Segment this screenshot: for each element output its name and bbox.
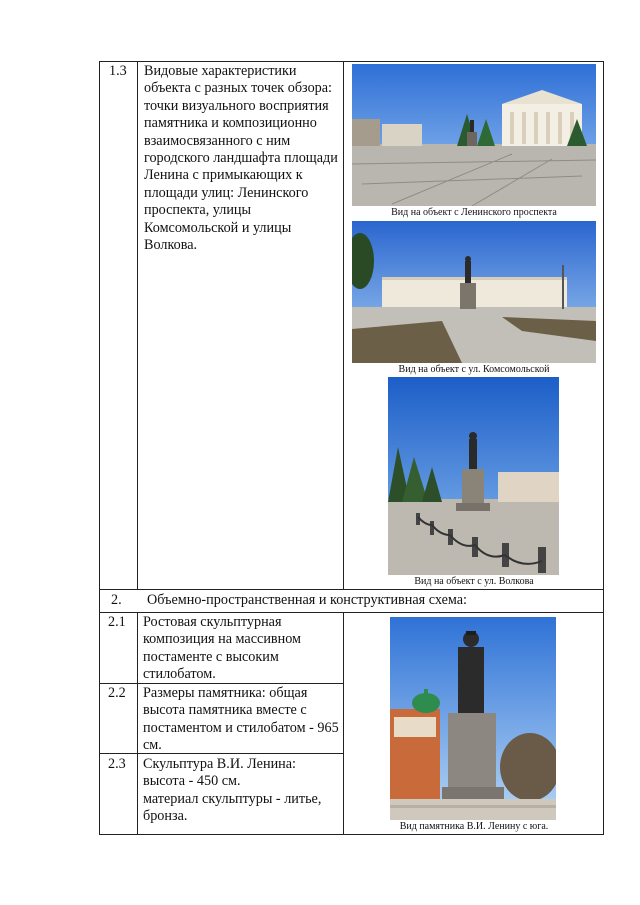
photo-leninsky-prospekt <box>352 64 596 206</box>
row-text-2: Объемно-пространственная и конструктивная схема: <box>147 592 467 608</box>
num-column-divider <box>137 61 138 589</box>
caption-leninsky-prospekt: Вид на объект с Ленинского проспекта <box>391 207 557 218</box>
row-text-1-3: Видовые характеристики объекта с разных точек обзора: точки визуального восприятия памятника и композиционно взаимосвязанного с ним городского ландшафта площади Ленина с примыкающих к площади улиц: Ленинского проспекта, улицы Комсомольской и улицы Волкова. <box>144 63 338 254</box>
caption-monument-south: Вид памятника В.И. Ленину с юга. <box>399 821 549 832</box>
row-number-2: 2. <box>111 592 122 608</box>
row-number-2-3: 2.3 <box>108 756 126 772</box>
photo-komsomolskaya <box>352 221 596 363</box>
row-separator-1 <box>99 589 604 590</box>
photo-monument-south <box>390 617 556 820</box>
table-bottom-border <box>99 834 604 835</box>
row-number-2-2: 2.2 <box>108 685 126 701</box>
caption-volkova: Вид на объект с ул. Волкова <box>414 576 534 587</box>
caption-komsomolskaya: Вид на объект с ул. Комсомольской <box>398 364 550 375</box>
table-top-border <box>99 61 604 62</box>
photo-column-divider <box>343 61 344 589</box>
table-right-border <box>603 61 604 835</box>
photo-column-divider-lower <box>343 612 344 835</box>
row-text-2-2: Размеры памятника: общая высота памятника вместе с постаментом и стилобатом - 965 см. <box>143 685 339 754</box>
table-left-border <box>99 61 100 835</box>
row-text-2-1: Ростовая скульптурная композиция на массивном постаменте с высоким стилобатом. <box>143 614 302 683</box>
row-separator-2 <box>99 612 604 613</box>
row-number-1-3: 1.3 <box>109 63 127 79</box>
row-text-2-3-line2: материал скульптуры - литье, бронза. <box>143 791 322 825</box>
row-number-2-1: 2.1 <box>108 614 126 630</box>
row-text-2-3-line1: Скульптура В.И. Ленина: высота - 450 см. <box>143 756 296 790</box>
num-column-divider-lower <box>137 612 138 835</box>
photo-volkova <box>388 377 559 575</box>
